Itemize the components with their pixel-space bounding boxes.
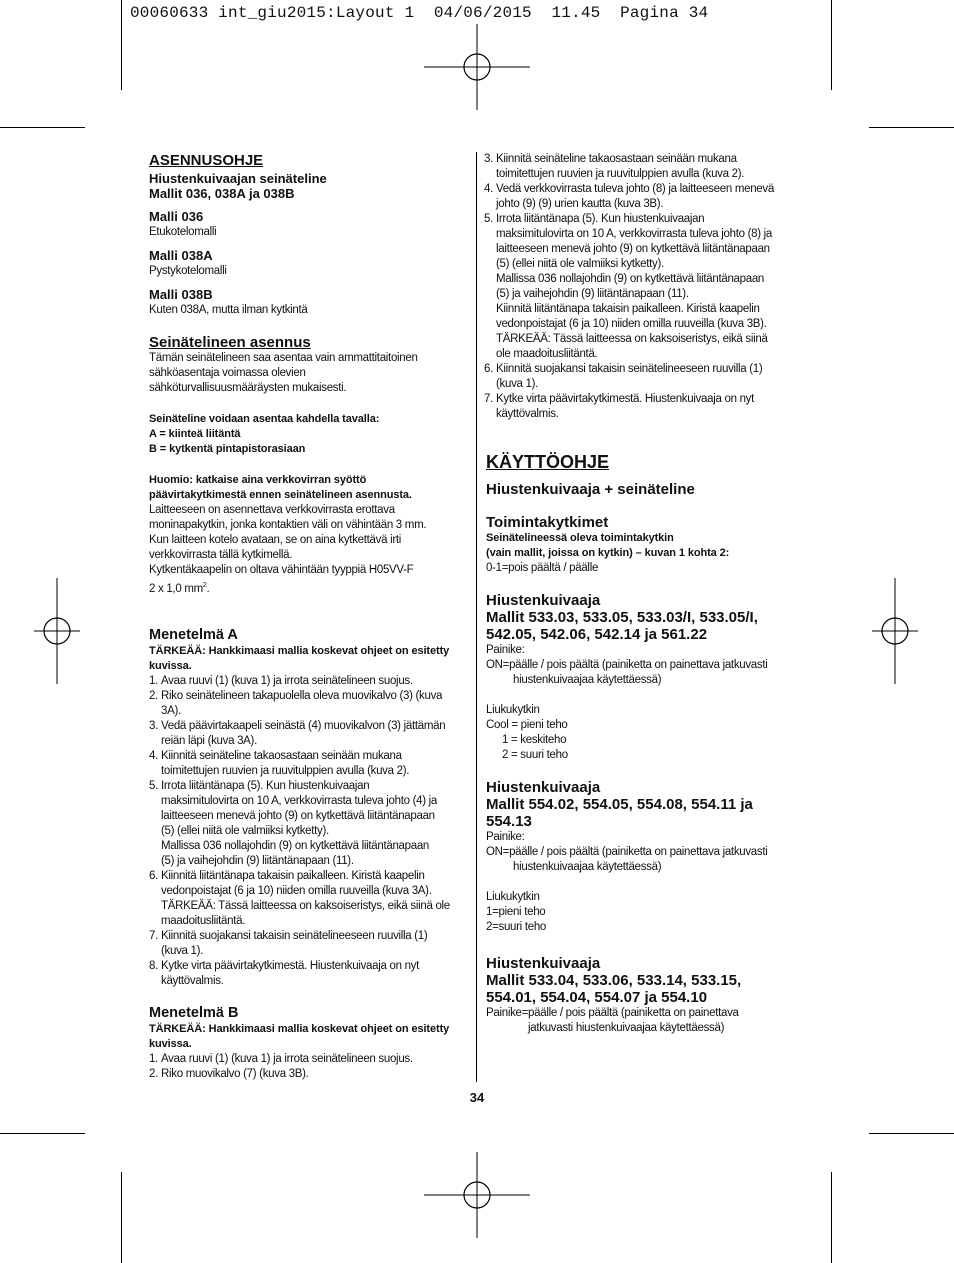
list-item: 3. Vedä päävirtakaapeli seinästä (4) muovikalvon (3) jättämän reiän läpi (kuva 3A). — [149, 719, 446, 747]
switches-title: Toimintakytkimet — [486, 514, 609, 531]
note-text: Laitteeseen on asennettava verkkovirrasta erottava moninapakytkin, jonka kontaktien väli on vähintään 3 mm. Kun laitteen kotelo avataan, se on aina kytkettävä irti verkkovirrasta tällä kytkimellä. Kytkentäkaapelin on oltava vähintään tyyppiä H05VV-F 2 x 1,0 $mm^2$. — [149, 504, 427, 595]
model-name: Malli 038B — [149, 287, 213, 302]
switches-bold: (vain mallit, joissa on kytkin) – kuvan 1 kohta 2: — [486, 547, 730, 559]
list-item: 6. Kiinnitä liitäntänapa takaisin paikalleen. Kiristä kaapelin vedonpoistajat (6 ja 10) niiden omilla ruuveilla (kuva 3A). TÄRKEÄÄ: Tässä laitteessa on kaksoiseristys, eikä siinä ole maadoitusliitäntä. — [149, 869, 450, 927]
list-item: 2. Riko muovikalvo (7) (kuva 3B). — [149, 1067, 309, 1080]
list-item: 4. Kiinnitä seinäteline takaosastaan seinään mukana toimitettujen ruuvien ja ruuvitulppien avulla (kuva 2). — [149, 749, 410, 777]
install-text: Tämän seinätelineen saa asentaa vain ammattitaitoinen sähköasentaja voimassa olevien sähköturvallisuusmääräysten mukaisesti. — [149, 352, 418, 394]
page-number: 34 — [469, 1090, 485, 1105]
list-item: 4. Vedä verkkovirrasta tuleva johto (8) ja laitteeseen menevä johto (9) (9) urien kautta (kuva 3B). — [484, 183, 774, 210]
list-item: 5. Irrota liitäntänapa (5). Kun hiustenkuivaajan maksimitulovirta on 10 A, verkkovirrasta tuleva johto (8) ja laitteeseen menevä johto (9) on kytkettävä liitäntänapaan (5) (ellei niitä ole valmiiksi kytketty). Mallissa 036 nollajohdin (9) on kytkettävä liitäntänapaan (5) ja vaihejohdin (9) liitäntänapaan (11). Kiinnitä liitäntänapa takaisin paikalleen. Kiristä kaapelin vedonpoistajat (6 ja 10) niiden omilla ruuveilla (kuva 3B). TÄRKEÄÄ: Tässä laitteessa on kaksoiseristys, eikä siinä ole maadoitusliitäntä. — [484, 213, 773, 360]
column-divider — [476, 152, 477, 1082]
dryer-models: 554.13 — [486, 813, 532, 830]
method-b-title: Menetelmä B — [149, 1004, 239, 1021]
dryer-button-info: Painike: ON=päälle / pois päältä (painiketta on painettava jatkuvasti hiustenkuivaajaa käytettäessä) Liukukytkin 1=pieni teho 2=suuri teho — [486, 831, 768, 933]
subtitle: Hiustenkuivaajan seinäteline — [149, 171, 327, 186]
dryer-models: 554.01, 554.04, 554.07 ja 554.10 — [486, 989, 708, 1006]
usage-subtitle: Hiustenkuivaaja + seinäteline — [486, 481, 695, 498]
model-desc: Pystykotelomalli — [149, 265, 227, 277]
note-bold: Huomio: katkaise aina verkkovirran syöttö — [149, 474, 367, 486]
list-item: 2. Riko seinätelineen takapuolella oleva muovikalvo (3) (kuva 3A). — [149, 689, 443, 717]
section-title-usage: KÄYTTÖOHJE — [486, 452, 610, 472]
left-column — [149, 152, 469, 1082]
print-slug: 00060633 int_giu2015:Layout 1 04/06/2015 11.45 Pagina 34 — [130, 4, 709, 22]
method-b-steps-continued — [484, 152, 806, 422]
note-bold: päävirtakytkimestä ennen seinätelineen asennusta. — [149, 489, 412, 501]
section-title-wall-mount: Seinätelineen asennus — [149, 334, 311, 351]
method-a-important: TÄRKEÄÄ: Hankkimaasi mallia koskevat ohjeet on esitetty kuvissa. — [149, 644, 450, 672]
dryer-models: Mallit 533.04, 533.06, 533.14, 533.15, — [486, 972, 742, 989]
way-a: A = kiinteä liitäntä — [149, 428, 241, 440]
ways-title: Seinäteline voidaan asentaa kahdella tavalla: — [149, 413, 380, 425]
dryer-models: Mallit 554.02, 554.05, 554.08, 554.11 ja — [486, 796, 753, 813]
model-name: Malli 038A — [149, 248, 213, 263]
subtitle-models: Mallit 036, 038A ja 038B — [149, 186, 295, 201]
list-item: 1. Avaa ruuvi (1) (kuva 1) ja irrota seinätelineen suojus. — [149, 674, 413, 687]
list-item: 3. Kiinnitä seinäteline takaosastaan seinään mukana toimitettujen ruuvien ja ruuvitulppien avulla (kuva 2). — [484, 153, 745, 180]
switches-bold: Seinätelineessä oleva toimintakytkin — [486, 532, 674, 544]
list-item: 1. Avaa ruuvi (1) (kuva 1) ja irrota seinätelineen suojus. — [149, 1052, 413, 1065]
list-item: 8. Kytke virta päävirtakytkimestä. Hiustenkuivaaja on nyt käyttövalmis. — [149, 959, 420, 987]
method-a-steps — [149, 674, 469, 989]
registration-mark-top — [424, 24, 530, 110]
model-desc: Etukotelomalli — [149, 226, 217, 238]
crop-mark — [869, 1133, 954, 1134]
crop-mark — [831, 0, 832, 90]
method-a-title: Menetelmä A — [149, 626, 238, 643]
dryer-title: Hiustenkuivaaja — [486, 779, 601, 796]
crop-mark — [121, 1172, 122, 1263]
way-b: B = kytkentä pintapistorasiaan — [149, 443, 306, 455]
crop-mark — [0, 127, 85, 128]
registration-mark-left — [34, 578, 80, 684]
method-b-important: TÄRKEÄÄ: Hankkimaasi mallia koskevat ohjeet on esitetty kuvissa. — [149, 1022, 450, 1050]
list-item: 6. Kiinnitä suojakansi takaisin seinätelineeseen ruuvilla (1) (kuva 1). — [484, 363, 763, 390]
list-item: 7. Kiinnitä suojakansi takaisin seinätelineeseen ruuvilla (1) (kuva 1). — [149, 929, 428, 957]
section-title-installation: ASENNUSOHJE — [149, 152, 264, 169]
dryer-models: 542.05, 542.06, 542.14 ja 561.22 — [486, 626, 708, 643]
crop-mark — [0, 1133, 85, 1134]
dryer-models: Mallit 533.03, 533.05, 533.03/I, 533.05/I, — [486, 609, 758, 626]
dryer-button-info: Painike: ON=päälle / pois päältä (painiketta on painettava jatkuvasti hiustenkuivaajaa käytettäessä) Liukukytkin Cool = pieni teho 1 = keskiteho 2 = suuri teho — [486, 644, 768, 761]
registration-mark-right — [872, 578, 918, 684]
registration-mark-bottom — [424, 1152, 530, 1238]
crop-mark — [121, 0, 122, 90]
dryer-title: Hiustenkuivaaja — [486, 592, 601, 609]
right-column — [486, 152, 806, 1036]
dryer-button-info: Painike=päälle / pois päältä (painiketta on painettava jatkuvasti hiustenkuivaajaa käytettäessä) — [486, 1007, 739, 1034]
model-desc: Kuten 038A, mutta ilman kytkintä — [149, 304, 308, 316]
model-name: Malli 036 — [149, 209, 204, 224]
crop-mark — [831, 1172, 832, 1263]
dryer-title: Hiustenkuivaaja — [486, 955, 601, 972]
list-item: 5. Irrota liitäntänapa (5). Kun hiustenkuivaajan maksimitulovirta on 10 A, verkkovirrasta tuleva johto (4) ja laitteeseen menevä johto (9) on kytkettävä liitäntänapaan (5) (ellei niitä ole valmiiksi kytketty). Mallissa 036 nollajohdin (9) on kytkettävä liitäntänapaan (5) ja vaihejohdin (9) liitäntänapaan (11). — [149, 779, 438, 867]
switches-text: 0-1=pois päältä / päälle — [486, 562, 599, 574]
method-b-steps — [149, 1052, 469, 1082]
crop-mark — [869, 127, 954, 128]
list-item: 7. Kytke virta päävirtakytkimestä. Hiustenkuivaaja on nyt käyttövalmis. — [484, 393, 755, 420]
